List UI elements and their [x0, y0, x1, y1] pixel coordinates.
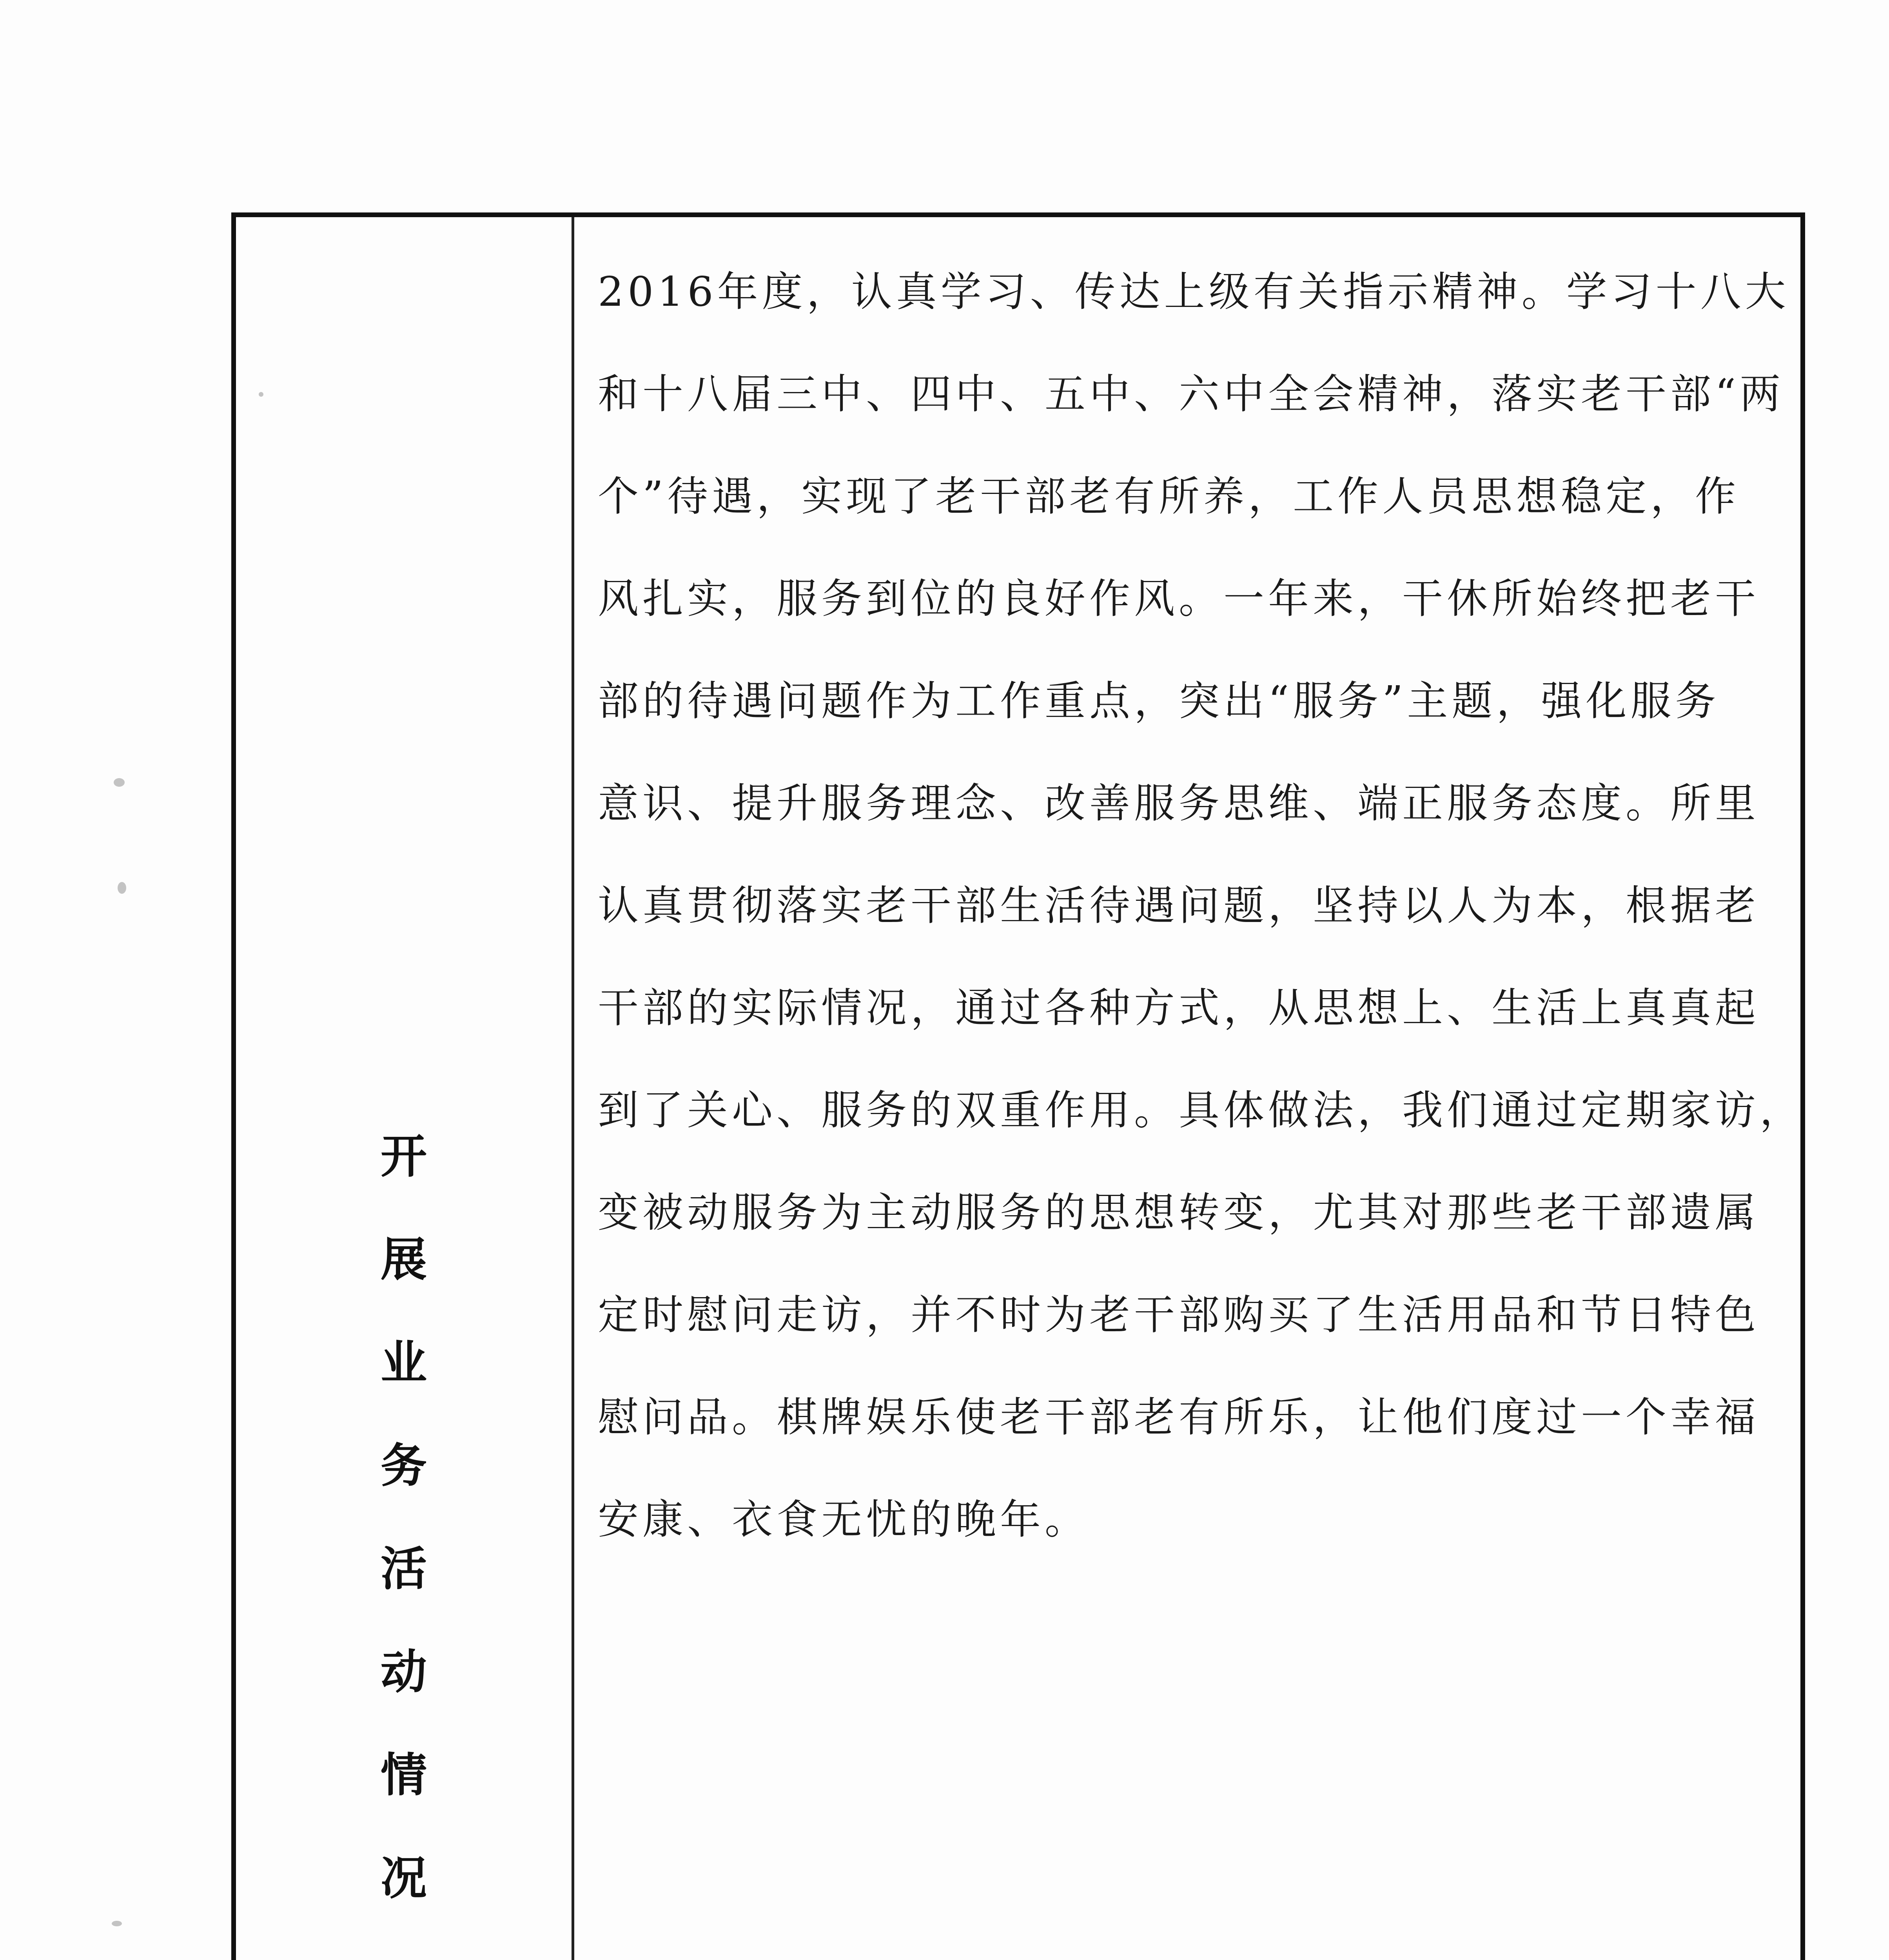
section-label-char: 展	[380, 1232, 427, 1287]
content-line: 变被动服务为主动服务的思想转变，尤其对那些老干部遗属	[598, 1189, 1760, 1236]
activity-description	[598, 241, 1805, 1571]
scan-speck	[112, 1921, 122, 1926]
scan-speck	[118, 882, 126, 894]
content-line: 干部的实际情况，通过各种方式，从思想上、生活上真真起	[598, 984, 1760, 1032]
section-label-char: 况	[380, 1851, 427, 1905]
content-line: 安康、衣食无忧的晚年。	[598, 1495, 1090, 1543]
activity-form-table	[231, 212, 1805, 1960]
content-line: 意识、提升服务理念、改善服务思维、端正服务态度。所里	[598, 779, 1760, 827]
content-line: 定时慰问走访，并不时为老干部购买了生活用品和节日特色	[598, 1291, 1760, 1339]
content-line: 2016年度，认真学习、传达上级有关指示精神。学习十八大	[598, 268, 1790, 316]
content-line: 和十八届三中、四中、五中、六中全会精神，落实老干部“两	[598, 370, 1785, 418]
content-line: 慰问品。棋牌娱乐使老干部老有所乐，让他们度过一个幸福	[598, 1393, 1760, 1441]
section-label-char: 情	[380, 1748, 427, 1802]
section-label	[236, 1105, 572, 1930]
content-cell	[574, 217, 1805, 1960]
content-line: 风扎实，服务到位的良好作风。一年来，干休所始终把老干	[598, 575, 1760, 622]
section-label-char: 开	[380, 1129, 427, 1183]
section-label-char: 活	[380, 1542, 427, 1596]
scan-speck	[114, 778, 125, 787]
section-label-char: 业	[380, 1336, 427, 1390]
section-label-char: 动	[380, 1645, 427, 1699]
section-label-cell	[236, 217, 574, 1960]
content-line: 认真贯彻落实老干部生活待遇问题，坚持以人为本，根据老	[598, 882, 1760, 929]
content-line: 个”待遇，实现了老干部老有所养，工作人员思想稳定，作	[598, 472, 1740, 520]
content-line: 部的待遇问题作为工作重点，突出“服务”主题，强化服务	[598, 677, 1720, 725]
content-line: 到了关心、服务的双重作用。具体做法，我们通过定期家访，	[598, 1086, 1805, 1134]
section-label-char: 务	[380, 1439, 427, 1493]
